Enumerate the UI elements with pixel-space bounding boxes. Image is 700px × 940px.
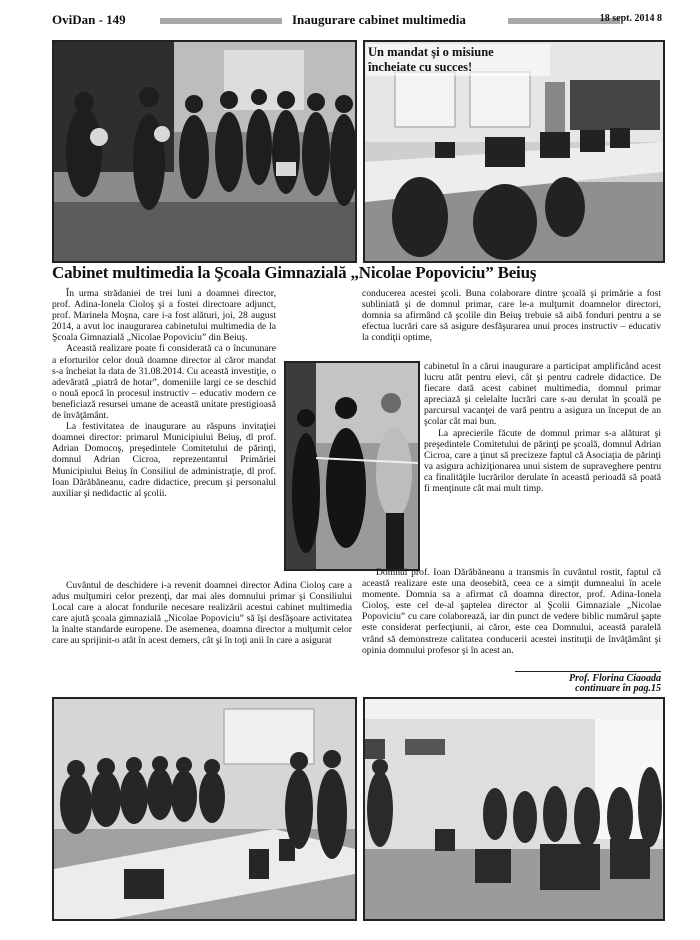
article-column-left-bottom bbox=[52, 580, 352, 647]
article-column-left bbox=[52, 288, 276, 499]
publication-issue: OviDan - 149 bbox=[52, 12, 126, 27]
author-signature: Prof. Florina Ciaoada bbox=[515, 671, 661, 684]
photo-ribbon-cutting bbox=[284, 361, 420, 571]
article-paragraph: cabinetul în a cărui inaugurare a participat amplificând acest lucru atât pentru elevi, cât şi pentru cadrele didactice. De fiecare dată acest cabinet multimedia, domnul primar apreciază şi celelalte lucrări care s-au derulat în şcoală pe parcursul vacanţei de vară pentru a asigura un început de an şcolar cât mai bun. bbox=[424, 361, 661, 428]
article-paragraph: La festivitatea de inaugurare au răspuns invitaţiei doamnei director: primarul Municipiului Beiuş, dl prof. Adrian Domocoş, preşedintele Comitetului de părinţi, domnul Adrian Cicroa, reprezentantul Primăriei Municipiului Beiuş în Consiliul de administraţie, dl prof. Ioan Dărăbăneanu, cadre didactice, precum şi personalul auxiliar şi nedidactic al şcolii. bbox=[52, 421, 276, 499]
article-column-right-top bbox=[362, 288, 661, 343]
article-paragraph: La aprecierile făcute de domnul primar s-a alăturat şi preşedintele Comitetului de părinţi pe şcoală, domnul Adrian Cicroa, care a ţinut să precizeze faptul că Asociaţia de părinţi va asigura achiziţionarea unui sistem de supraveghere pentru ca finalităţile lucrărilor derulate în această perioadă să poată fi menţinute cât mai mult timp. bbox=[424, 427, 661, 495]
overlay-line-1: Un mandat şi o misiune bbox=[368, 45, 494, 59]
header-divider-left bbox=[160, 18, 282, 24]
article-headline: Cabinet multimedia la Şcoala Gimnazială „Nicolae Popoviciu” Beiuş bbox=[52, 263, 537, 282]
article-paragraph: Domnul prof. Ioan Dărăbăneanu a transmis în cuvântul rostit, faptul că această realizare este una deosebită, ceea ce a simţit dumnealui în acele momente. Domnia sa a afirmat că doamna director, prof. Adina-Ionela Cioloş, este cel de-al şaptelea director al Şcolii Gimnaziale „Nicolae Popoviciu” cu care colaborează, iar din punct de vedere biblic numărul şapte este considerat perfecţiunii, ai căror, este cea Domnului, această paralelă vrând să demonstreze calitatea conducerii acestei instituţii de învăţământ şi opinia domnului profesor şi în acest an. bbox=[362, 567, 661, 656]
date-page-number: 18 sept. 2014 8 bbox=[599, 13, 662, 24]
section-title: Inaugurare cabinet multimedia bbox=[292, 12, 466, 27]
overlay-line-2: încheiate cu succes! bbox=[368, 60, 473, 74]
photo-group-with-flowers bbox=[52, 40, 357, 263]
article-paragraph: Această realizare poate fi considerată ca o încununare a eforturilor celor două doamne director al căror mandat s-a încheiat la data de 31.08.2014. Cu această investiţie, o adevărată „piatră de hotar”, domeniile largi ce se deschid o nouă epocă în procesul instructiv – educativ modern ce beneficiază resursei umane de această unitate prestigioasă de învăţământ. bbox=[52, 343, 276, 422]
photo-group-at-computers bbox=[52, 697, 357, 921]
photo-caption-overlay bbox=[366, 44, 550, 76]
continued-note: continuare în pag.15 bbox=[575, 683, 661, 694]
photo-visitors-in-classroom bbox=[363, 697, 665, 921]
page-header bbox=[52, 10, 662, 32]
article-paragraph: conducerea acestei şcoli. Buna colaborare dintre şcoală şi primărie a fost subliniată şi de domnul primar, care le-a mulţumit doamnelor directori, domnia sa afirmând că şcolile din Beiuş trebuie să aibă fonduri pentru a se efectua lucrări care să asigure desfăşurarea unui proces instructiv – educativ la condiţii optime, bbox=[362, 288, 661, 344]
article-paragraph: Cuvântul de deschidere i-a revenit doamnei director Adina Cioloş care a adus mulţumiri celor prezenţi, dar mai ales domnului primar şi Consiliului Local care a alocat fondurile necesare realizării acestui cabinet multimedia care ajută şcoala gimnazială „Nicolae Popoviciu” să îşi desfăşoare activitatea la înalte standarde europene. De asemenea, doamna director a mulţumit celor care au sprijinit-o atât în acest demers, cât şi în toţi anii în care a asigurat bbox=[52, 580, 352, 647]
article-column-right bbox=[424, 361, 661, 494]
article-column-right-bottom bbox=[362, 567, 661, 656]
article-paragraph: În urma strădaniei de trei luni a doamnei director, prof. Adina-Ionela Cioloş şi a fostei directoare adjunct, prof. Marinela Moşna, care i-a fost alături, joi, 28 august 2014, a avut loc inaugurarea cabinetului multimedia de la Şcoala Gimnazială „Nicolae Popoviciu” din Beiuş. bbox=[52, 288, 276, 344]
